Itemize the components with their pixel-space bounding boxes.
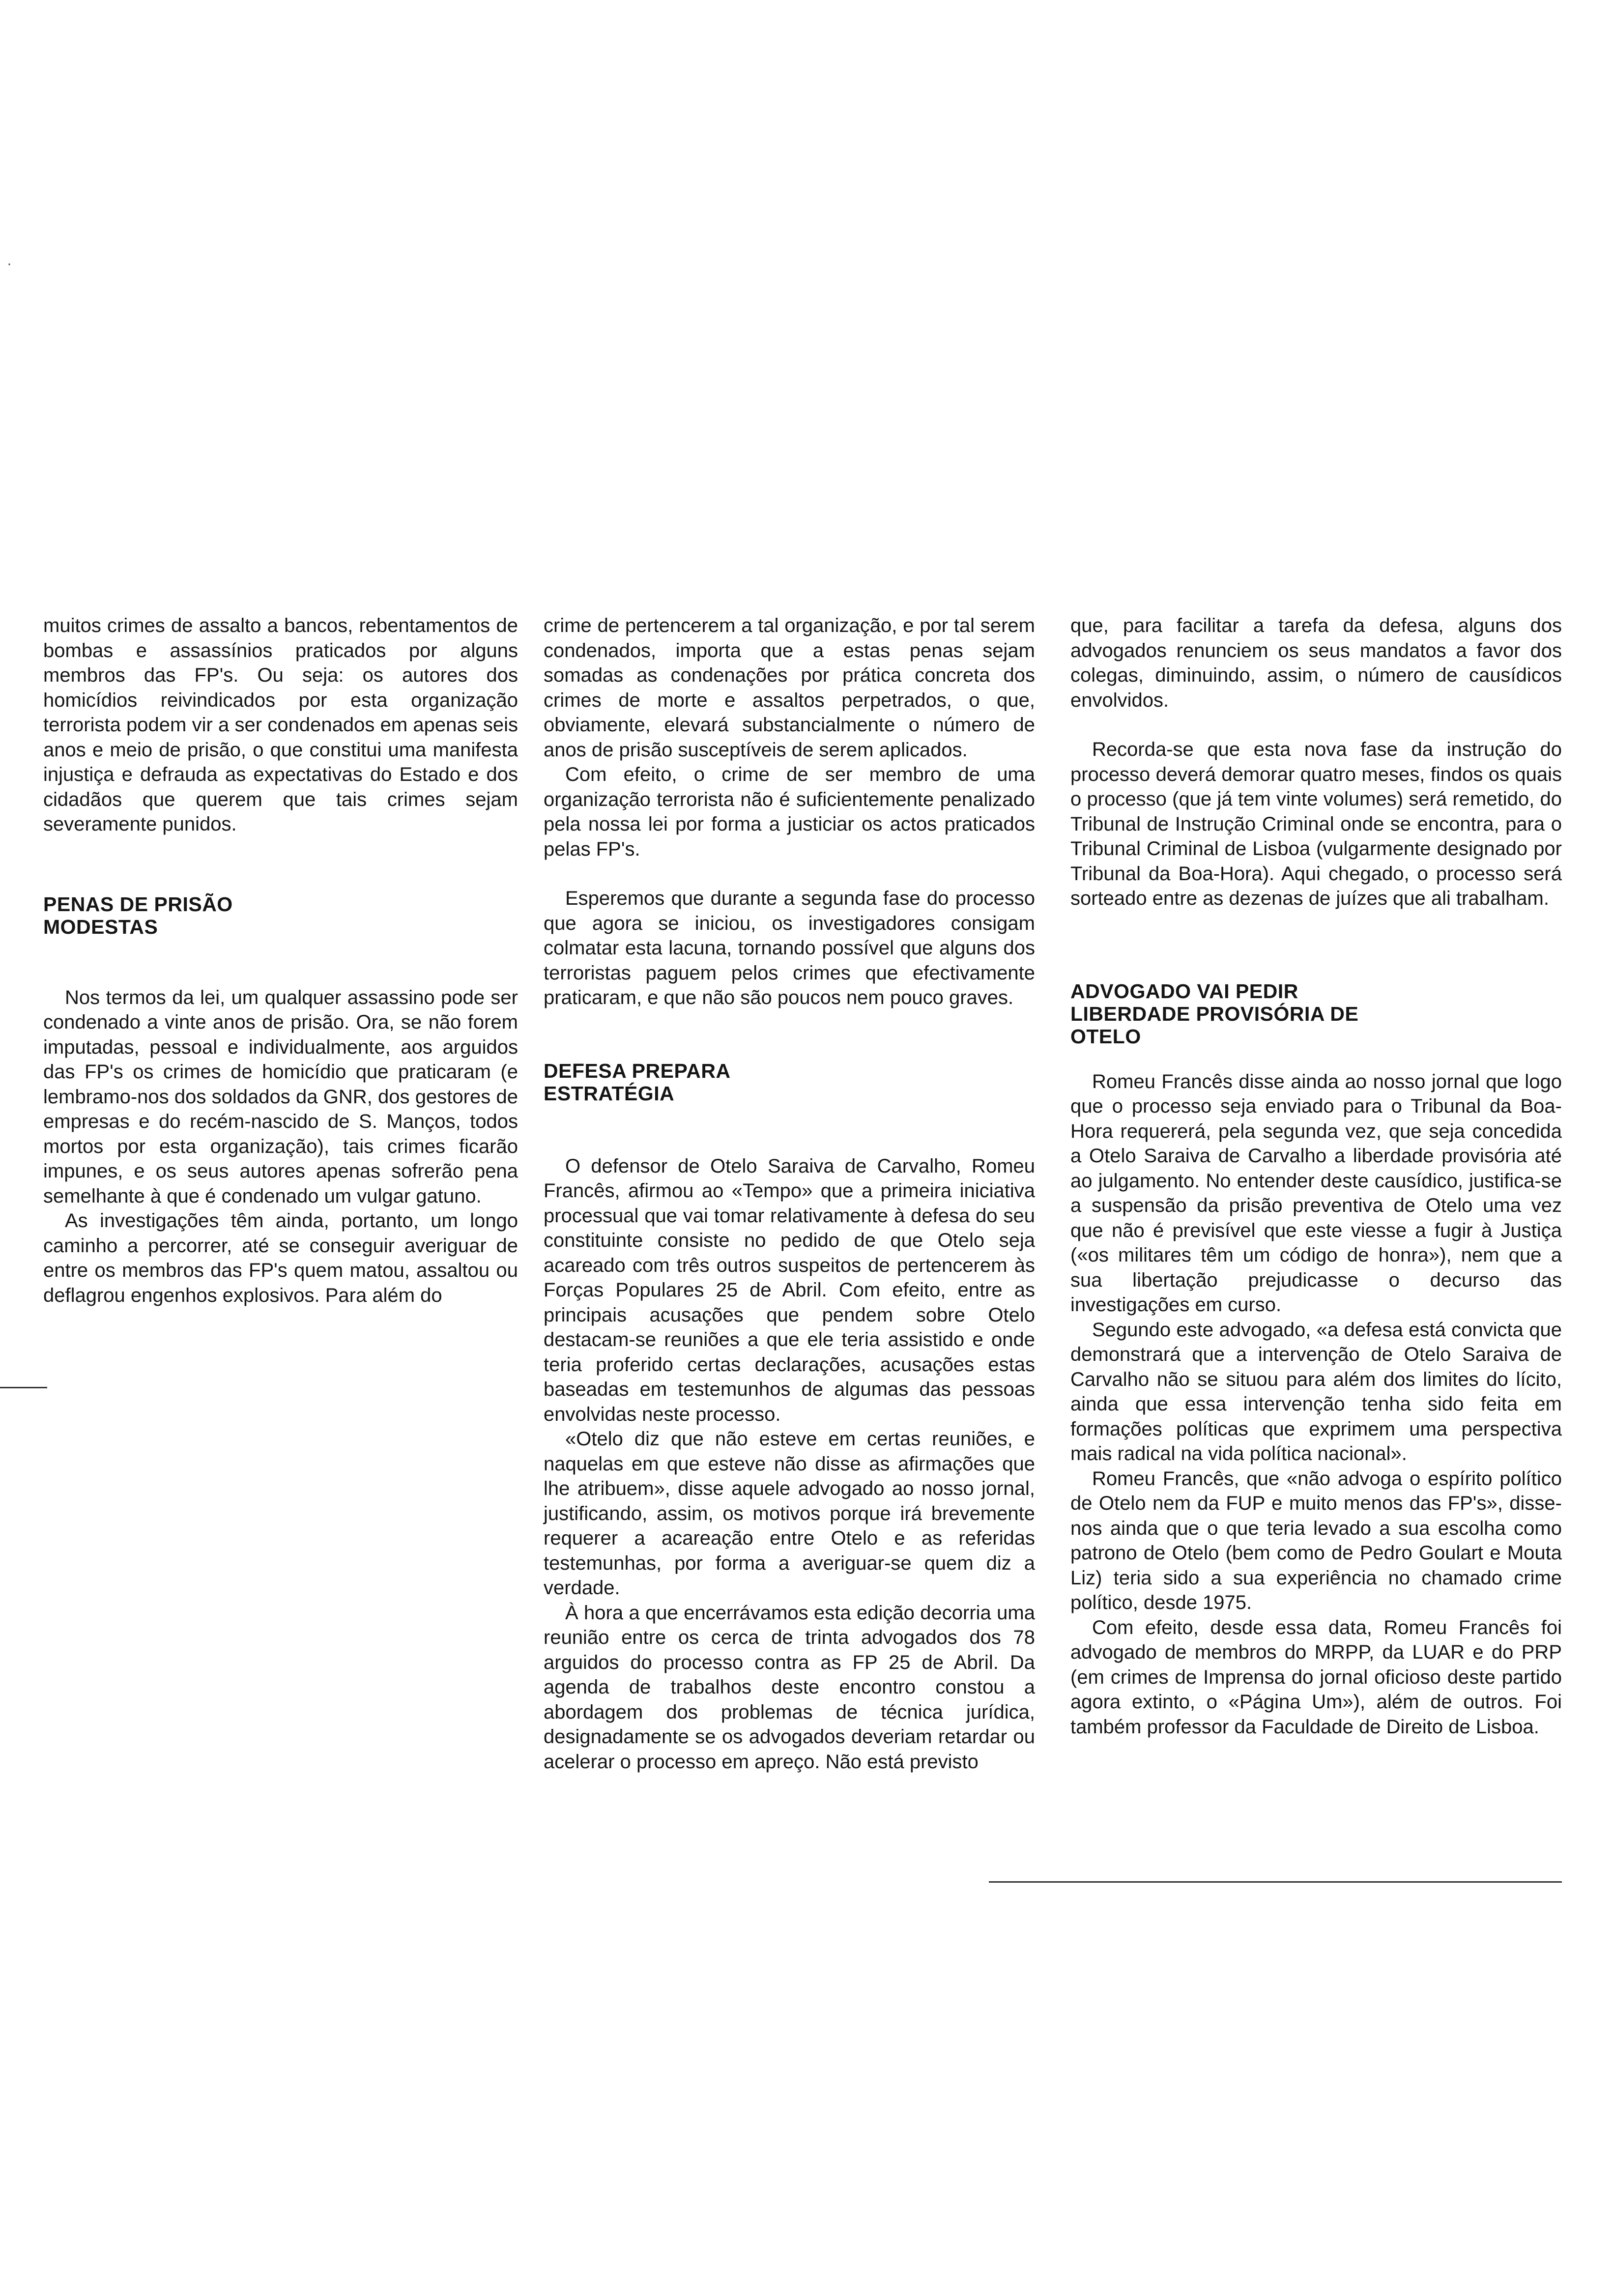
col1-paragraph-1: muitos crimes de assalto a bancos, rebentamentos de bombas e assassínios praticados por alguns membros das FP's. Ou seja: os autores dos homicídios reivindicados por esta organização terrorista podem vir a ser condenados em apenas seis anos e meio de prisão, o que constitui uma manifesta injustiça e defrauda as expectativas do Estado e dos cidadãos que querem que tais crimes sejam severamente punidos. [43,615,518,835]
col2-paragraph-1: crime de pertencerem a tal organização, e por tal serem condenados, importa que a estas penas sejam somadas as condenações por prática concreta dos crimes de morte e assaltos perpetrados, o que, obviamente, elevará substancialmente o número de anos de prisão susceptíveis de serem aplicados. [544,615,1035,761]
heading-advogado-vai-pedir: ADVOGADO VAI PEDIR LIBERDADE PROVISÓRIA DE OTELO [1070,979,1359,1048]
col3-paragraph-4: Segundo este advogado, «a defesa está convicta que demonstrará que a intervenção de Otelo Saraiva de Carvalho não se situou para além dos limites do lícito, ainda que essa intervenção tenha sido feita em formações políticas que exprimem uma perspectiva mais radical na vida política nacional». [1070,1319,1562,1464]
column-1 [43,613,518,1308]
col2-paragraph-6: À hora a que encerrávamos esta edição decorria uma reunião entre os cerca de trinta advogados dos 78 arguidos do processo contra as FP 25 de Abril. Da agenda de trabalhos deste encontro constou a abordagem dos problemas de técnica jurídica, designadamente se os advogados deveriam retardar ou acelerar o processo em apreço. Não está previsto [544,1602,1035,1773]
heading-penas-de-prisao: PENAS DE PRISÃO MODESTAS [43,892,233,938]
article-end-rule [989,1881,1562,1883]
col2-paragraph-4: O defensor de Otelo Saraiva de Carvalho, Romeu Francês, afirmou ao «Tempo» que a primeira iniciativa processual que vai tomar relativamente à defesa do seu constituinte consiste no pedido de que Otelo seja acareado com três outros suspeitos de pertencerem às Forças Populares 25 de Abril. Com efeito, entre as principais acusações que pendem sobre Otelo destacam-se reuniões a que ele teria assistido e onde teria proferido certas declarações, acusações estas baseadas em testemunhos de algumas das pessoas envolvidas neste processo. [544,1155,1035,1425]
scan-speck: · [7,256,12,272]
column-2 [544,613,1035,1774]
col1-paragraph-2: Nos termos da lei, um qualquer assassino pode ser condenado a vinte anos de prisão. Ora, se não forem imputadas, pessoal e individualmente, aos arguidos das FP's os crimes de homicídio que praticaram (e lembramo-nos dos soldados da GNR, dos gestores de empresas e do recém-nascido de S. Manços, todos mortos por esta organização), tais crimes ficarão impunes, e os seus autores apenas sofrerão pena semelhante à que é condenado um vulgar gatuno. [43,986,518,1207]
heading-defesa-prepara: DEFESA PREPARA ESTRATÉGIA [544,1059,730,1105]
col3-paragraph-1: que, para facilitar a tarefa da defesa, alguns dos advogados renunciem os seus mandatos a favor dos colegas, diminuindo, assim, o número de causídicos envolvidos. [1070,615,1562,711]
col2-paragraph-5: «Otelo diz que não esteve em certas reuniões, e naquelas em que esteve não disse as afirmações que lhe atribuem», disse aquele advogado ao nosso jornal, justificando, assim, os motivos porque irá brevemente requerer a acareação entre Otelo e as referidas testemunhas, por forma a averiguar-se quem diz a verdade. [544,1428,1035,1599]
col2-paragraph-2: Com efeito, o crime de ser membro de uma organização terrorista não é suficientemente penalizado pela nossa lei por forma a justiciar os actos praticados pelas FP's. [544,764,1035,860]
col3-paragraph-2: Recorda-se que esta nova fase da instrução do processo deverá demorar quatro meses, findos os quais o processo (que já tem vinte volumes) será remetido, do Tribunal de Instrução Criminal onde se encontra, para o Tribunal Criminal de Lisboa (vulgarmente designado por Tribunal da Boa-Hora). Aqui chegado, o processo será sorteado entre as dezenas de juízes que ali trabalham. [1070,739,1562,909]
col1-paragraph-3: As investigações têm ainda, portanto, um longo caminho a percorrer, até se conseguir averiguar de entre os membros das FP's quem matou, assaltou ou deflagrou engenhos explosivos. Para além do [43,1210,518,1306]
column-1-end-rule [0,1387,47,1388]
col3-paragraph-3: Romeu Francês disse ainda ao nosso jornal que logo que o processo seja enviado para o Tribunal da Boa-Hora requererá, pela segunda vez, que seja concedida a Otelo Saraiva de Carvalho a liberdade provisória até ao julgamento. No entender deste causídico, justifica-se a suspensão da prisão preventiva de Otelo uma vez que não é previsível que este viesse a fugir à Justiça («os militares têm um código de honra»), nem que a sua libertação prejudicasse o decurso das investigações em curso. [1070,1070,1562,1316]
col2-paragraph-3: Esperemos que durante a segunda fase do processo que agora se iniciou, os investigadores consigam colmatar esta lacuna, tornando possível que alguns dos terroristas paguem pelos crimes que efectivamente praticaram, e que não são poucos nem pouco graves. [544,888,1035,1008]
col3-paragraph-5: Romeu Francês, que «não advoga o espírito político de Otelo nem da FUP e muito menos das FP's», disse-nos ainda que o que teria levado a sua escolha como patrono de Otelo (bem como de Pedro Goulart e Mouta Liz) teria sido a sua experiência no chamado crime político, desde 1975. [1070,1467,1562,1613]
col3-paragraph-6: Com efeito, desde essa data, Romeu Francês foi advogado de membros do MRPP, da LUAR e do PRP (em crimes de Imprensa do jornal oficioso deste partido agora extinto, o «Página Um»), além de outros. Foi também professor da Faculdade de Direito de Lisboa. [1070,1616,1562,1738]
column-3 [1070,613,1562,1739]
